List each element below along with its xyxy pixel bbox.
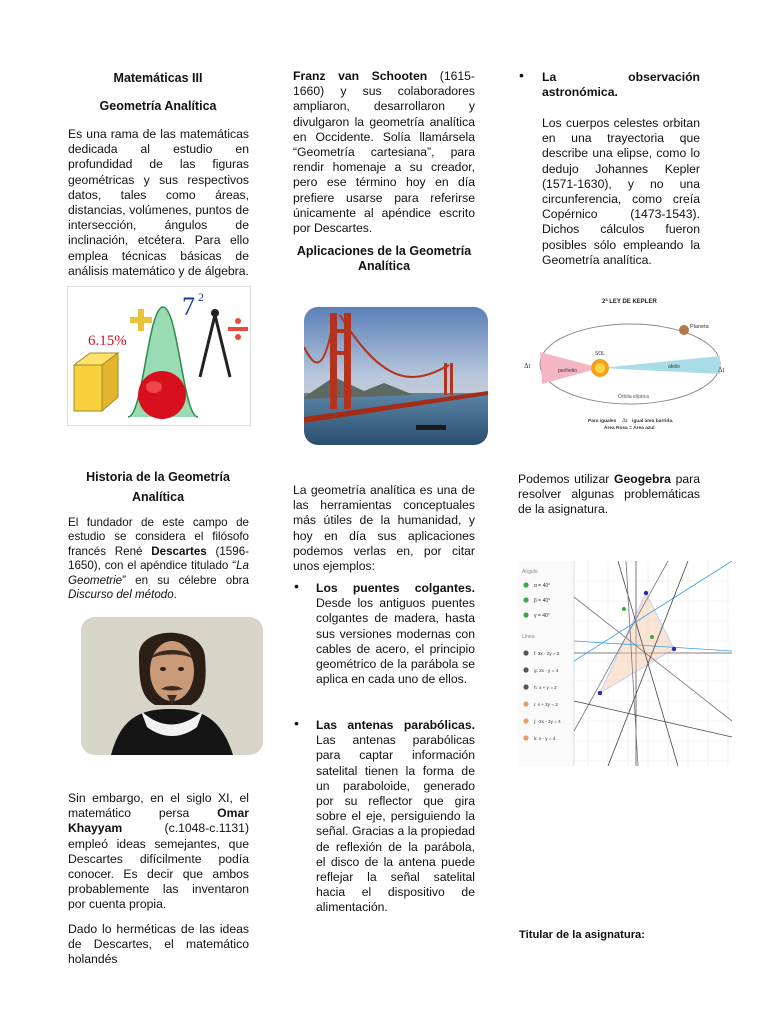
geogebra-section-angle: Ángulo: [522, 569, 538, 575]
kepler-sun-label: SOL: [595, 351, 606, 357]
bullet-bridges: Los puentes colgantes. Desde los antiguos puentes colgantes de madera, hasta sus versiones modernas con cables de acero, el principio geométrico de la parábola se aplica en cada uno de ellos.: [316, 581, 475, 687]
bullet-antennas: Las antenas parabólicas. Las antenas parabólicas para captar información satelital tienen la forma de un paraboloide, generado por su reflector que gira sobre el eje, persiguiendo la señal. Gracias a la propiedad de reflexión de la parábola, el disco de la antena puede reflejar la señal satelital hacia el dispositivo de alimentación.: [316, 718, 475, 915]
kepler-caption-2: Δt: [622, 418, 628, 424]
geogebra-line-entry: g: 2x - y = 4: [534, 668, 559, 673]
history-heading: Historia de la Geometría Analítica: [86, 470, 230, 504]
geogebra-line-toggle[interactable]: [523, 701, 528, 706]
kepler-perihelio-label: perihelio: [558, 368, 577, 374]
footer-label: Titular de la asignatura:: [519, 929, 645, 941]
geogebra-angle-toggle[interactable]: [523, 612, 528, 617]
kepler-diagram: [518, 292, 732, 434]
kepler-title: 2ª LEY DE KEPLER: [602, 299, 657, 305]
geogebra-line-toggle[interactable]: [523, 650, 528, 655]
geogebra-angle-entry: α = 40°: [534, 583, 551, 589]
bridge-photo: [304, 307, 488, 445]
kepler-dt-right: Δt: [718, 366, 725, 374]
doc-title: Matemáticas III: [113, 71, 203, 85]
math-illustration: [67, 286, 251, 426]
kepler-caption-1: Para iguales: [588, 419, 617, 424]
descartes-portrait: [81, 617, 263, 755]
history-paragraph-2: Sin embargo, en el siglo XI, el matemático persa Omar Khayyam (c.1048-c.1131) empleó ideas semejantes, que Descartes difícilmente podía conocer. Es decir que ambos probablemente las inventaron por cuenta propia.: [68, 791, 249, 912]
descartes-portrait-svg: [81, 617, 263, 755]
math-illustration-svg: [68, 287, 250, 425]
kepler-afelio-label: afelio: [668, 364, 680, 370]
history-paragraph-1: El fundador de este campo de estudio se considera el filósofo francés René Descartes (1596-1650), con el apéndice titulado “La Geometrie” en su célebre obra Discurso del método.: [68, 516, 249, 602]
percent-label: 6.15%: [88, 333, 127, 349]
geogebra-angle-toggle[interactable]: [523, 597, 528, 602]
geogebra-line-entry: j: -2x - 3y = 4: [534, 719, 561, 724]
geogebra-line-toggle[interactable]: [523, 667, 528, 672]
geogebra-line-toggle[interactable]: [523, 718, 528, 723]
geogebra-section-line: Línea: [522, 634, 535, 640]
doc-subtitle: Geometría Analítica: [99, 99, 217, 113]
geogebra-angle-toggle[interactable]: [523, 582, 528, 587]
astronomy-paragraph: Los cuerpos celestes orbitan en una trayectoria que describe una elipse, como lo dedujo Johannes Kepler (1571-1630), y no una circunferencia, como creía Copérnico (1473-1543). Dichos cálculos fueron posibles sólo empleando la Geometría analítica.: [542, 116, 700, 267]
geogebra-line-entry: f: 3x - 2y = 2: [534, 651, 560, 656]
schooten-paragraph: Franz van Schooten (1615-1660) y sus colaboradores ampliaron, desarrollaron y divulgaron la geometría analítica en Occidente. Solía llamársela “Geometría cartesiana”, para rendir homenaje a su creador, pero ese término hoy en día prefiere usarse para referirse únicamente al apéndice escrito por Descartes.: [293, 69, 475, 236]
geogebra-screenshot: [518, 561, 732, 766]
bullet-dot: •: [294, 578, 299, 594]
kepler-dt-left: Δt: [524, 362, 531, 370]
astronomy-heading: La observación astronómica.: [542, 70, 700, 100]
geogebra-angle-entry: β = 40°: [534, 598, 551, 604]
geogebra-angle-entry: γ = 40°: [534, 613, 550, 619]
geogebra-line-entry: i: x + 2y = 2: [534, 702, 558, 707]
power-base: 7: [182, 292, 195, 321]
intro-paragraph: Es una rama de las matemáticas dedicada al estudio en profundidad de las figuras geométricas y sus respectivos datos, tales como áreas, distancias, volúmenes, puntos de intersección, ángulos de inclinación, etcétera. Para ello emplea técnicas básicas de análisis matemático y de álgebra.: [68, 127, 249, 278]
kepler-caption-3: igual área barrida.: [632, 419, 674, 424]
kepler-orbit-label: Órbita elíptica: [618, 394, 649, 400]
geogebra-line-toggle[interactable]: [523, 684, 528, 689]
kepler-diagram-svg: [518, 292, 732, 434]
bridge-photo-svg: [304, 307, 488, 445]
geogebra-svg: [518, 561, 732, 766]
kepler-planet-label: Planeta: [690, 324, 709, 330]
kepler-caption-4: Área Rosa = Área azul: [604, 426, 655, 431]
history-paragraph-3: Dado lo herméticas de las ideas de Descartes, el matemático holandés: [68, 922, 249, 967]
bullet-dot: •: [294, 715, 299, 731]
applications-intro: La geometría analítica es una de las herramientas conceptuales más útiles de la humanidad, y hoy en día sus aplicaciones podemos verlas en, por citar unos ejemplos:: [293, 483, 475, 574]
geogebra-paragraph: Podemos utilizar Geogebra para resolver algunas problemáticas de la asignatura.: [518, 472, 700, 517]
bullet-dot: •: [519, 67, 524, 83]
geogebra-line-toggle[interactable]: [523, 735, 528, 740]
geogebra-line-entry: h: x + y = 2: [534, 685, 557, 690]
applications-heading: Aplicaciones de la Geometría Analítica: [296, 244, 472, 273]
geogebra-line-entry: k: x - y = 4: [534, 736, 556, 741]
power-exponent: 2: [198, 290, 204, 304]
